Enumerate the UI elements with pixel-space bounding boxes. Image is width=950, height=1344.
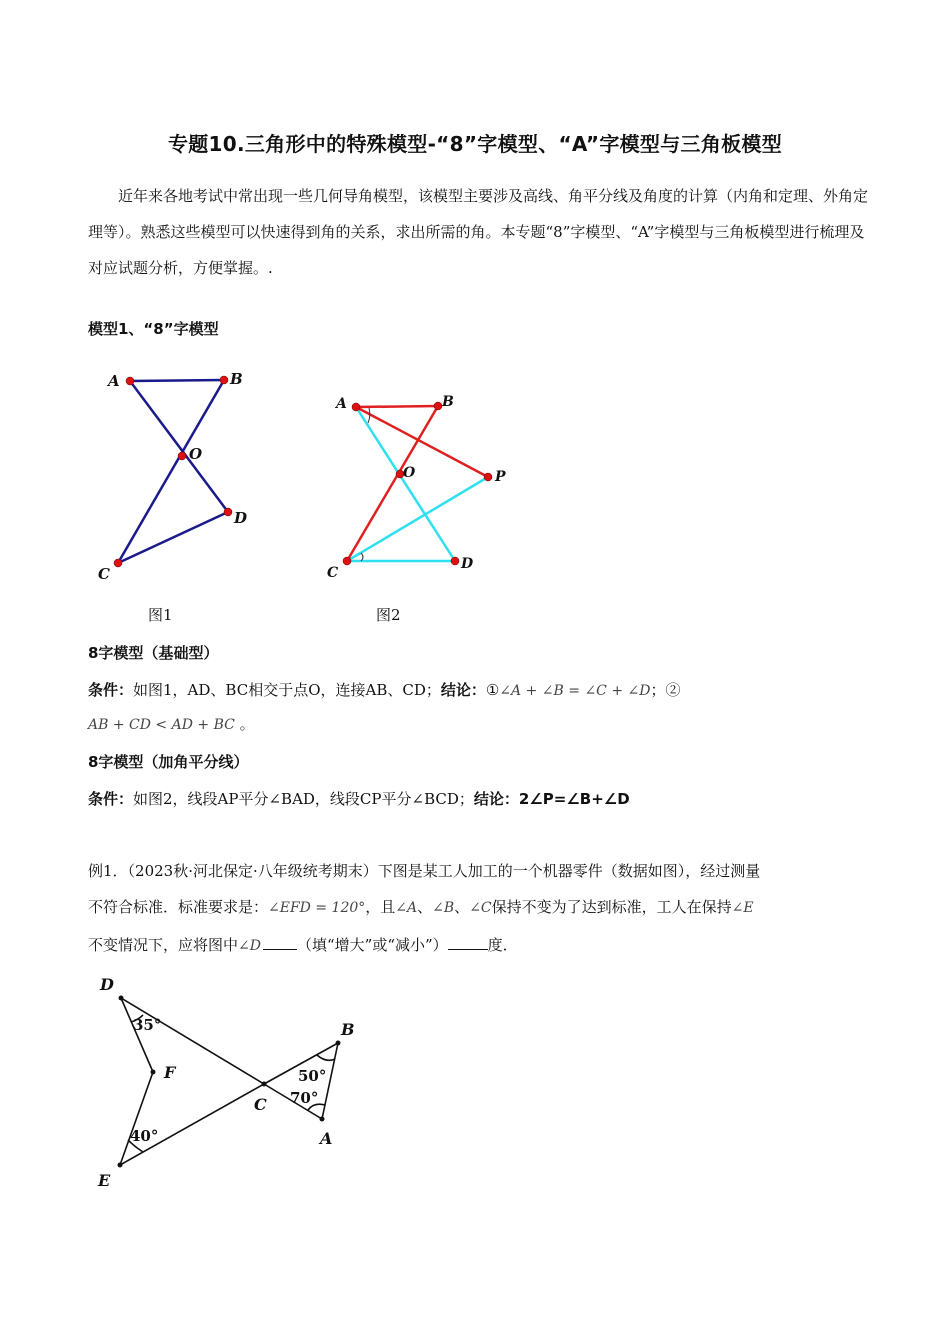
condition-text: 如图1，AD、BC相交于点O，连接AB、CD； (133, 681, 441, 699)
label-b: B (341, 1020, 355, 1039)
condition-text: 如图2，线段AP平分∠BAD，线段CP平分∠BCD； (133, 790, 474, 808)
label-b: B (230, 370, 243, 388)
page-title: 专题10.三角形中的特殊模型-“8”字模型、“A”字模型与三角板模型 (167, 132, 783, 156)
segment-ad (356, 407, 455, 561)
segment-bc (118, 380, 224, 563)
text-segment: 不符合标准．标准要求是： (88, 898, 269, 916)
label-o: O (403, 465, 416, 481)
conclusion-label: 结论： (473, 790, 519, 808)
point-d (224, 508, 232, 516)
condition-label: 条件： (88, 790, 134, 808)
segment-df (121, 998, 153, 1072)
label-o: O (189, 445, 203, 463)
text-segment: 、 (417, 898, 433, 916)
label-a: A (320, 1129, 333, 1148)
label-c: C (254, 1095, 267, 1114)
text-segment: 不变情况下，应将图中 (88, 936, 239, 954)
label-d: D (234, 509, 248, 527)
formula-c: ∠C (469, 900, 492, 916)
label-p: P (495, 469, 506, 485)
angle-e-value: 40° (130, 1127, 159, 1145)
angle-b-value: 50° (298, 1067, 327, 1085)
answer-blank-1[interactable] (263, 935, 297, 950)
conclusion-end: 。 (239, 715, 255, 733)
segment-ab (356, 406, 438, 407)
text-segment: 、 (454, 898, 470, 916)
segment-cp (347, 477, 488, 561)
bisector-condition-line (88, 788, 630, 809)
figure-3 (88, 968, 378, 1198)
answer-blank-2[interactable] (448, 935, 488, 950)
intro-text: 近年来各地考试中常出现一些几何导角模型，该模型主要涉及高线、角平分线及角度的计算（内角和定理、外角定理等）。熟悉这些模型可以快速得到角的关系，求出所需的角。本专题“8”字模型、“A”字模型与三角板模型进行梳理及对应试题分析，方便掌握。. (88, 187, 869, 277)
intro-paragraph (88, 178, 868, 286)
text-segment: （填“增大”或“减小”） (296, 936, 448, 954)
formula-b: ∠B (432, 900, 455, 916)
basic-heading: 8字模型（基础型） (88, 644, 219, 662)
basic-condition-line (88, 679, 681, 700)
label-e: E (98, 1171, 111, 1190)
formula-efd: ∠EFD = 120° (268, 900, 366, 916)
label-a: A (336, 396, 347, 412)
conclusion-separator: ；② (650, 681, 681, 699)
conclusion-label: 结论： (440, 681, 486, 699)
figure-2-caption: 图2 (376, 606, 401, 624)
text-segment: 度． (487, 936, 518, 954)
text-segment: 保持不变为了达到标准，工人在保持 (491, 898, 732, 916)
figure-1 (88, 360, 268, 590)
label-c: C (327, 565, 339, 581)
label-d: D (461, 556, 474, 572)
point-b (434, 402, 442, 410)
point-b (220, 376, 228, 384)
segment-ap (356, 407, 488, 477)
formula-e: ∠E (731, 900, 754, 916)
label-f: F (164, 1063, 176, 1082)
angle-d-value: 35° (133, 1016, 162, 1034)
label-a: A (108, 372, 120, 390)
segment-ec (120, 1084, 264, 1165)
conclusion-text: 2∠P=∠B+∠D (518, 790, 630, 808)
example-1-line-1: 例1．（2023秋·河北保定·八年级统考期末）下图是某工人加工的一个机器零件（数据如图），经过测量 (88, 862, 761, 880)
point-o (178, 452, 186, 460)
conclusion-2-formula: AB + CD < AD + BC (88, 717, 235, 733)
point-d (451, 557, 459, 565)
segment-bc (347, 406, 438, 561)
point-c (114, 559, 122, 567)
conclusion-1-formula: ∠A + ∠B = ∠C + ∠D (499, 683, 651, 699)
example-1-line-3 (88, 934, 518, 955)
model1-heading: 模型1、“8”字模型 (88, 320, 219, 338)
label-d: D (100, 975, 114, 994)
angle-arc-b (317, 1055, 335, 1060)
formula-d: ∠D (238, 938, 261, 954)
figure-1-caption: 图1 (148, 606, 173, 624)
conclusion-1-marker: ① (485, 681, 500, 699)
segment-dc (121, 998, 264, 1084)
segment-ab (130, 380, 224, 381)
bisector-heading: 8字模型（加角平分线） (88, 753, 249, 771)
segment-cd (118, 512, 228, 563)
figure-2 (325, 385, 525, 585)
label-c: C (98, 565, 110, 583)
point-p (484, 473, 492, 481)
label-b: B (442, 394, 454, 410)
example-1-line-2 (88, 896, 754, 917)
formula-a: ∠A (395, 900, 418, 916)
condition-label: 条件： (88, 681, 134, 699)
segment-fe (120, 1072, 153, 1165)
angle-a-value: 70° (290, 1089, 319, 1107)
point-c (343, 557, 351, 565)
angle-mark-a (368, 408, 370, 423)
point-a (126, 377, 134, 385)
point-a (352, 403, 360, 411)
text-segment: ，且 (365, 898, 396, 916)
basic-conclusion-line-2 (88, 713, 255, 734)
